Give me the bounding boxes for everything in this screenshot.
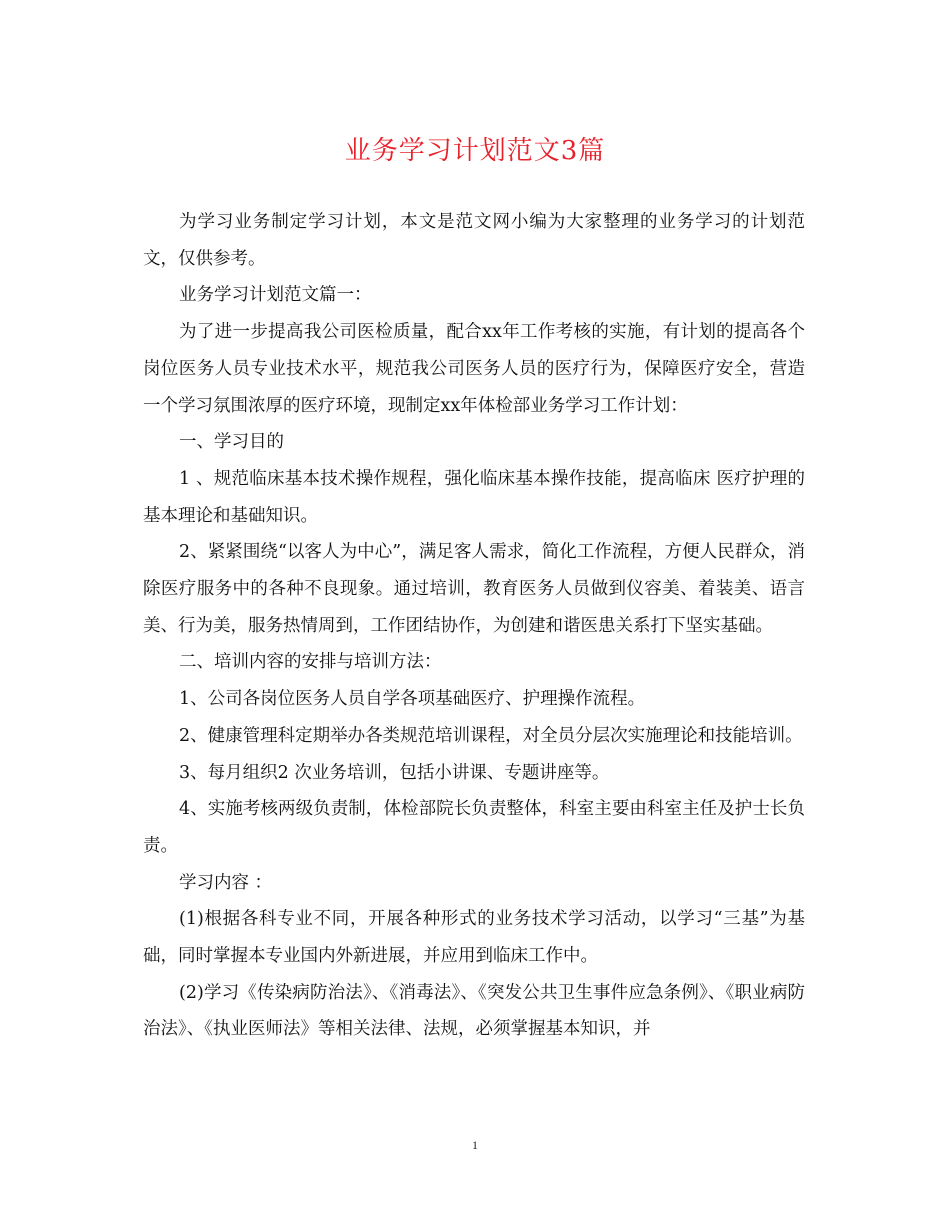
paragraph-content-1: (1)根据各科专业不同，开展各种形式的业务技术学习活动，以学习“三基”为基础，同时掌握本专业国内外新进展，并应用到临床工作中。: [143, 909, 805, 967]
paragraph-heading-training: 二、培训内容的安排与培训方法：: [179, 652, 442, 673]
paragraph-heading-purpose: 一、学习目的: [179, 432, 284, 453]
document-body: [143, 204, 805, 1048]
paragraph-purpose-1: 1 、规范临床基本技术操作规程，强化临床基本操作技能，提高临床 医疗护理的基本理论和基础知识。: [143, 468, 805, 526]
paragraph-preface: 为了进一步提高我公司医检质量，配合xx年工作考核的实施，有计划的提高各个岗位医务人员专业技术水平，规范我公司医务人员的医疗行为，保障医疗安全，营造一个学习氛围浓厚的医疗环境，现制定xx年体检部业务学习工作计划：: [143, 322, 805, 416]
paragraph-training-1: 1、公司各岗位医务人员自学各项基础医疗、护理操作流程。: [179, 689, 646, 710]
paragraph-heading-content: 学习内容 ：: [179, 872, 273, 893]
paragraph-training-3: 3、每月组织2 次业务培训，包括小讲课、专题讲座等。: [179, 762, 610, 783]
page-number: 1: [472, 1138, 478, 1152]
paragraph-section-heading: 业务学习计划范文篇一：: [179, 285, 372, 306]
paragraph-intro: 为学习业务制定学习计划，本文是范文网小编为大家整理的业务学习的计划范文，仅供参考。: [143, 212, 805, 269]
document-title: 业务学习计划范文3篇: [344, 136, 606, 166]
paragraph-content-2: (2)学习《传染病防治法》、《消毒法》、《突发公共卫生事件应急条例》、《职业病防治法》、《执业医师法》等相关法律、法规，必须掌握基本知识，并: [143, 982, 805, 1040]
paragraph-training-4: 4、实施考核两级负责制，体检部院长负责整体，科室主要由科室主任及护士长负责。: [143, 799, 805, 856]
paragraph-purpose-2: 2、紧紧围绕“以客人为中心”，满足客人需求，简化工作流程，方便人民群众，消除医疗服务中的各种不良现象。通过培训，教育医务人员做到仪容美、着装美、语言美、行为美，服务热情周到，工作团结协作，为创建和谐医患关系打下坚实基础。: [143, 542, 805, 636]
paragraph-training-2: 2、健康管理科定期举办各类规范培训课程，对全员分层次实施理论和技能培训。: [179, 725, 803, 746]
